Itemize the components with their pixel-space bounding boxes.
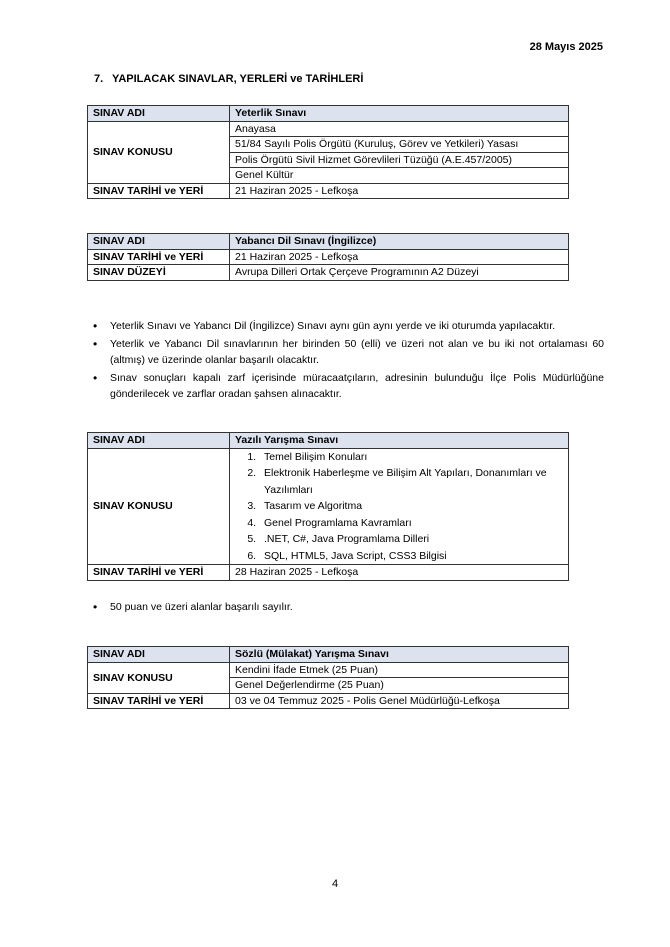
note-item: • Sınav sonuçları kapalı zarf içerisinde müracaatçıların, adresinin bulunduğu İlçe Polis Müdürlüğüne gönderilecek ve zarflar oradan şahsen alınacaktır.: [90, 370, 604, 403]
exam-name-value: Yazılı Yarışma Sınavı: [230, 433, 569, 449]
topic-item: 6. SQL, HTML5, Java Script, CSS3 Bilgisi: [259, 548, 562, 565]
topic-item: Anayasa: [235, 122, 276, 135]
exam-name-label: SINAV ADI: [88, 234, 230, 250]
exam-topic-list: [230, 121, 569, 183]
note-item: • Yeterlik ve Yabancı Dil sınavlarının her birinden 50 (elli) ve üzeri not alan ve bu iki not ortalaması 60 (altmış) ve üzerinde olanlar başarılı olacaktır.: [90, 336, 604, 369]
topic-item: Polis Örgütü Sivil Hizmet Görevlileri Tüzüğü (A.E.457/2005): [230, 152, 568, 168]
topic-item: 3. Tasarım ve Algoritma: [259, 498, 562, 515]
topic-item: Genel Kültür: [230, 167, 568, 183]
document-date: 28 Mayıs 2025: [529, 41, 603, 53]
exam-name-label: SINAV ADI: [88, 106, 230, 122]
topic-item: 2. Elektronik Haberleşme ve Bilişim Alt Yapıları, Donanımları ve Yazılımları: [259, 465, 562, 498]
topic-item: Genel Değerlendirme (25 Puan): [230, 677, 568, 693]
exam-date-value: 21 Haziran 2025 - Lefkoşa: [230, 249, 569, 265]
exam-topic-label: SINAV KONUSU: [88, 121, 230, 183]
exam-level-label: SINAV DÜZEYİ: [88, 265, 230, 281]
exam-name-label: SINAV ADI: [88, 647, 230, 663]
exam-date-label: SINAV TARİHİ ve YERİ: [88, 183, 230, 199]
note-item: • Yeterlik Sınavı ve Yabancı Dil (İngilizce) Sınavı aynı gün aynı yerde ve iki oturumda yapılacaktır.: [90, 318, 604, 335]
exam-topic-label: SINAV KONUSU: [88, 448, 230, 565]
exam-date-label: SINAV TARİHİ ve YERİ: [88, 249, 230, 265]
exam-name-label: SINAV ADI: [88, 433, 230, 449]
topic-item: Kendini İfade Etmek (25 Puan): [235, 663, 379, 676]
table-yeterlik: [87, 105, 569, 199]
exam-name-value: Sözlü (Mülakat) Yarışma Sınavı: [230, 647, 569, 663]
exam-date-value: 28 Haziran 2025 - Lefkoşa: [230, 565, 569, 581]
section-heading: [94, 73, 363, 85]
exam-level-value: Avrupa Dilleri Ortak Çerçeve Programının A2 Düzeyi: [230, 265, 569, 281]
topic-item: 1. Temel Bilişim Konuları: [259, 449, 562, 466]
exam-date-value: 21 Haziran 2025 - Lefkoşa: [230, 183, 569, 199]
notes-list-2: [90, 599, 604, 617]
exam-date-value: 03 ve 04 Temmuz 2025 - Polis Genel Müdürlüğü-Lefkoşa: [230, 693, 569, 709]
topic-item: 5. .NET, C#, Java Programlama Dilleri: [259, 531, 562, 548]
exam-name-value: Yabancı Dil Sınavı (İngilizce): [230, 234, 569, 250]
exam-date-label: SINAV TARİHİ ve YERİ: [88, 693, 230, 709]
table-yazili: [87, 432, 569, 581]
section-title: YAPILACAK SINAVLAR, YERLERİ ve TARİHLERİ: [112, 73, 364, 85]
table-yabanci-dil: [87, 233, 569, 281]
exam-topic-list: [230, 662, 569, 693]
note-item: • 50 puan ve üzeri alanlar başarılı sayılır.: [90, 599, 604, 616]
page-number: 4: [331, 878, 339, 890]
topic-item: 4. Genel Programlama Kavramları: [259, 515, 562, 532]
exam-topic-list: [230, 448, 569, 565]
section-number: 7.: [94, 73, 104, 85]
exam-date-label: SINAV TARİHİ ve YERİ: [88, 565, 230, 581]
table-sozlu: [87, 646, 569, 709]
topic-item: 51/84 Sayılı Polis Örgütü (Kuruluş, Görev ve Yetkileri) Yasası: [230, 136, 568, 152]
notes-list-1: [90, 318, 604, 404]
exam-topic-label: SINAV KONUSU: [88, 662, 230, 693]
exam-name-value: Yeterlik Sınavı: [230, 106, 569, 122]
